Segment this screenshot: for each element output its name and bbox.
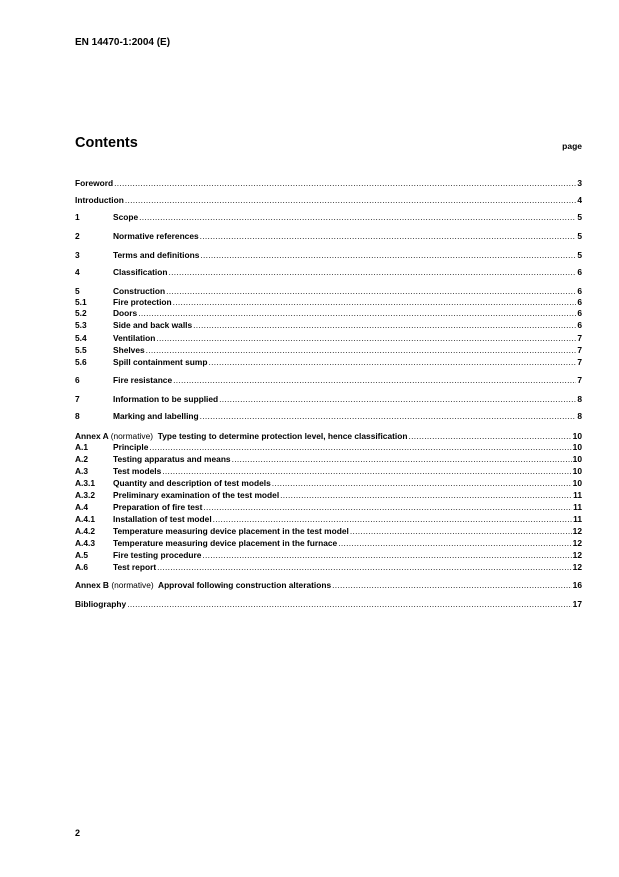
toc-entry-page: 10 <box>572 431 582 441</box>
toc-entry-page: 6 <box>577 286 582 296</box>
annex-title: Approval following construction alterations <box>158 580 332 590</box>
toc-entry-title: Marking and labelling <box>113 411 199 421</box>
toc-entry-number: 8 <box>75 411 80 421</box>
toc-entry-number: 5.2 <box>75 308 87 318</box>
toc-entry-page: 8 <box>577 394 582 404</box>
toc-entry-page: 7 <box>577 333 582 343</box>
toc-entry-number: 2 <box>75 231 80 241</box>
toc-entry[interactable] <box>75 231 582 241</box>
toc-entry-title: Preparation of fire test <box>113 502 203 512</box>
toc-entry[interactable] <box>75 212 582 222</box>
annex-label: Annex B <box>75 580 109 590</box>
toc-entry-title: Classification <box>113 267 168 277</box>
toc-entry-number: A.4.3 <box>75 538 96 548</box>
toc-entry-number: 5.6 <box>75 357 87 367</box>
toc-entry-page: 11 <box>573 502 582 512</box>
toc-entry[interactable] <box>75 580 582 590</box>
toc-entry-number: 5.4 <box>75 333 87 343</box>
toc-entry-number: 4 <box>75 267 80 277</box>
toc-entry-title: Test models <box>113 466 162 476</box>
toc-entry[interactable] <box>75 431 582 441</box>
dot-leader <box>193 320 576 330</box>
toc-entry-title: Shelves <box>113 345 145 355</box>
dot-leader <box>338 538 571 548</box>
toc-entry[interactable] <box>75 502 582 512</box>
toc-entry[interactable] <box>75 250 582 260</box>
toc-entry[interactable] <box>75 375 582 385</box>
dot-leader <box>146 345 577 355</box>
toc-entry[interactable] <box>75 320 582 330</box>
toc-entry-page: 5 <box>577 231 582 241</box>
dot-leader <box>200 250 576 260</box>
toc-entry[interactable] <box>75 357 582 367</box>
toc-entry-page: 3 <box>577 178 582 188</box>
toc-entry-number: A.3.2 <box>75 490 96 500</box>
toc-entry[interactable] <box>75 490 582 500</box>
annex-normative-label: (normative) <box>110 431 154 441</box>
toc-entry-page: 6 <box>577 308 582 318</box>
toc-entry-page: 8 <box>577 411 582 421</box>
toc-entry[interactable] <box>75 478 582 488</box>
toc-entry-page: 7 <box>577 345 582 355</box>
toc-entry-number: 6 <box>75 375 80 385</box>
toc-entry-page: 16 <box>572 580 582 590</box>
toc-entry-title: Preliminary examination of the test model <box>113 490 280 500</box>
toc-entry[interactable] <box>75 333 582 343</box>
page-title: Contents <box>75 135 138 151</box>
toc-entry-page: 6 <box>577 320 582 330</box>
toc-entry-number: A.3 <box>75 466 89 476</box>
toc-entry-title: Fire protection <box>113 297 172 307</box>
dot-leader <box>272 478 572 488</box>
toc-entry-title: Information to be supplied <box>113 394 219 404</box>
toc-entry[interactable] <box>75 394 582 404</box>
toc-entry-number: A.2 <box>75 454 89 464</box>
annex-label: Annex A <box>75 431 109 441</box>
toc-entry-title: Testing apparatus and means <box>113 454 231 464</box>
dot-leader <box>139 212 576 222</box>
toc-entry-page: 10 <box>572 442 582 452</box>
toc-entry-number: A.5 <box>75 550 89 560</box>
toc-entry-title: Construction <box>113 286 166 296</box>
toc-entry-page: 6 <box>577 297 582 307</box>
dot-leader <box>202 550 571 560</box>
dot-leader <box>173 375 576 385</box>
toc-entry-page: 17 <box>572 599 582 609</box>
dot-leader <box>280 490 572 500</box>
dot-leader <box>213 514 572 524</box>
toc-entry-title: Scope <box>113 212 139 222</box>
toc-entry[interactable] <box>75 308 582 318</box>
toc-entry-page: 4 <box>577 195 582 205</box>
toc-entry[interactable] <box>75 562 582 572</box>
toc-entry-page: 7 <box>577 375 582 385</box>
dot-leader <box>166 286 576 296</box>
annex-title: Type testing to determine protection level, hence classification <box>157 431 408 441</box>
dot-leader <box>350 526 572 536</box>
toc-entry[interactable] <box>75 442 582 452</box>
toc-entry-page: 10 <box>572 478 582 488</box>
toc-entry-title: Bibliography <box>75 599 127 609</box>
dot-leader <box>168 267 576 277</box>
toc-entry[interactable] <box>75 599 582 609</box>
page-column-label: page <box>562 141 582 151</box>
dot-leader <box>138 308 576 318</box>
toc-entry[interactable] <box>75 195 582 205</box>
toc-entry-number: 1 <box>75 212 80 222</box>
toc-entry-page: 12 <box>572 538 582 548</box>
toc-entry[interactable] <box>75 550 582 560</box>
dot-leader <box>173 297 577 307</box>
toc-entry-number: 7 <box>75 394 80 404</box>
annex-normative-label: (normative) <box>111 580 154 590</box>
dot-leader <box>125 195 576 205</box>
dot-leader <box>114 178 576 188</box>
toc-entry-title: Temperature measuring device placement in the furnace <box>113 538 338 548</box>
toc-entry-number: 3 <box>75 250 80 260</box>
toc-entry-title: Foreword <box>75 178 114 188</box>
toc-entry-title: Side and back walls <box>113 320 193 330</box>
toc-entry-number: A.3.1 <box>75 478 96 488</box>
toc-entry[interactable] <box>75 286 582 296</box>
toc-entry-number: A.6 <box>75 562 89 572</box>
toc-entry-title: Terms and definitions <box>113 250 200 260</box>
toc-entry-number: 5.3 <box>75 320 87 330</box>
toc-entry-page: 11 <box>573 490 582 500</box>
dot-leader <box>162 466 571 476</box>
toc-entry[interactable] <box>75 526 582 536</box>
dot-leader <box>219 394 576 404</box>
toc-entry[interactable] <box>75 454 582 464</box>
toc-entry-title: Temperature measuring device placement in the test model <box>113 526 349 536</box>
dot-leader <box>156 333 576 343</box>
toc-entry-page: 11 <box>573 514 582 524</box>
toc-entry-number: A.1 <box>75 442 89 452</box>
toc-entry-number: 5.5 <box>75 345 87 355</box>
toc-entry-page: 7 <box>577 357 582 367</box>
toc-entry-title: Quantity and description of test models <box>113 478 271 488</box>
toc-entry[interactable] <box>75 178 582 188</box>
toc-entry-title <box>75 580 331 590</box>
toc-entry-title: Doors <box>113 308 138 318</box>
toc-entry-number: A.4.2 <box>75 526 96 536</box>
toc-entry[interactable] <box>75 267 582 277</box>
dot-leader <box>203 502 572 512</box>
toc-entry-number: A.4.1 <box>75 514 96 524</box>
toc-entry[interactable] <box>75 411 582 421</box>
toc-entry-title: Principle <box>113 442 149 452</box>
toc-entry-page: 6 <box>577 267 582 277</box>
page-number: 2 <box>75 828 81 838</box>
toc-entry-page: 5 <box>577 212 582 222</box>
toc-entry-title: Normative references <box>113 231 199 241</box>
toc-entry[interactable] <box>75 297 582 307</box>
toc-entry-number: 5 <box>75 286 80 296</box>
dot-leader <box>408 431 571 441</box>
toc-entry-title: Introduction <box>75 195 124 205</box>
document-id-header: EN 14470-1:2004 (E) <box>75 37 171 48</box>
toc-entry-page: 12 <box>572 526 582 536</box>
toc-entry-page: 10 <box>572 466 582 476</box>
toc-entry-title: Fire testing procedure <box>113 550 202 560</box>
toc-entry[interactable] <box>75 538 582 548</box>
toc-entry-page: 10 <box>572 454 582 464</box>
toc-entry-title: Test report <box>113 562 157 572</box>
toc-entry-title: Installation of test model <box>113 514 212 524</box>
toc-entry-page: 5 <box>577 250 582 260</box>
dot-leader <box>232 454 572 464</box>
toc-entry-page: 12 <box>572 550 582 560</box>
dot-leader <box>200 411 577 421</box>
toc-entry-title <box>75 431 407 441</box>
toc-entry-title: Ventilation <box>113 333 156 343</box>
dot-leader <box>149 442 571 452</box>
toc-entry-title: Spill containment sump <box>113 357 208 367</box>
toc-entry[interactable] <box>75 466 582 476</box>
toc-entry[interactable] <box>75 514 582 524</box>
dot-leader <box>332 580 572 590</box>
toc-entry-number: A.4 <box>75 502 89 512</box>
dot-leader <box>127 599 571 609</box>
dot-leader <box>208 357 576 367</box>
toc-entry-number: 5.1 <box>75 297 87 307</box>
toc-entry-title: Fire resistance <box>113 375 173 385</box>
toc-entry-page: 12 <box>572 562 582 572</box>
dot-leader <box>200 231 577 241</box>
toc-entry[interactable] <box>75 345 582 355</box>
dot-leader <box>157 562 572 572</box>
